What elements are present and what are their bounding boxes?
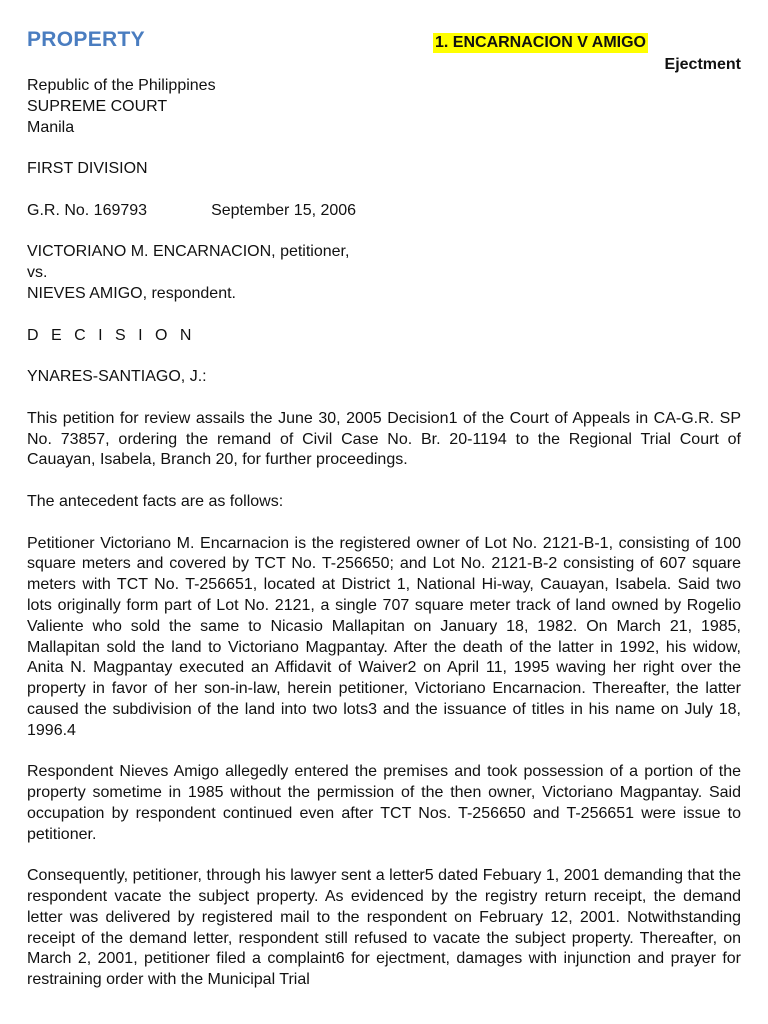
paragraph-occupation: Respondent Nieves Amigo allegedly entered the premises and took possession of a portion of the property sometime in 1985 without the permission of the then owner, Victoriano Magpantay. Said occupation by respondent continued even after TCT Nos. T-256650 and T-256651 were issue to petitioner.	[27, 763, 741, 843]
case-type-label: Ejectment	[664, 56, 741, 73]
document-body	[27, 76, 741, 991]
blank-line	[27, 742, 741, 763]
paragraph-antecedent: The antecedent facts are as follows:	[27, 492, 284, 510]
court-name-line: SUPREME COURT	[27, 97, 168, 115]
case-number-line	[27, 201, 741, 222]
ponente-line: YNARES-SANTIAGO, J.:	[27, 368, 207, 386]
versus-line: vs.	[27, 264, 48, 282]
blank-line	[27, 138, 741, 159]
case-title-highlight: 1. ENCARNACION V AMIGO	[435, 34, 646, 51]
document-page	[27, 0, 741, 991]
blank-line	[27, 222, 741, 243]
blank-line	[27, 180, 741, 201]
gr-number: G.R. No. 169793	[27, 201, 148, 219]
respondent-line: NIEVES AMIGO, respondent.	[27, 284, 236, 302]
republic-line: Republic of the Philippines	[27, 77, 216, 94]
paragraph-demand: Consequently, petitioner, through his lawyer sent a letter5 dated Febuary 1, 2001 demanding that the respondent vacate the subject property. As evidenced by the registry return receipt, the demand letter was delivered by registered mail to the respondent on February 12, 2001. Notwithstanding receipt of the demand letter, respondent still refused to vacate the subject property. Thereafter, on March 2, 2001, petitioner filed a complaint6 for ejectment, damages with injunction and prayer for restraining order with the Municipal Trial	[27, 867, 741, 989]
document-header	[27, 0, 741, 76]
decision-date: September 15, 2006	[211, 201, 357, 219]
blank-line	[27, 346, 741, 367]
blank-line	[27, 471, 741, 492]
decision-heading: D E C I S I O N	[27, 326, 196, 344]
subject-heading: PROPERTY	[27, 28, 145, 51]
petitioner-line: VICTORIANO M. ENCARNACION, petitioner,	[27, 243, 350, 261]
blank-line	[27, 845, 741, 866]
paragraph-ownership: Petitioner Victoriano M. Encarnacion is the registered owner of Lot No. 2121-B-1, consisting of 100 square meters and covered by TCT No. T-256650; and Lot No. 2121-B-2 consisting of 607 square meters with TCT No. T-256651, located at District 1, National Hi-way, Cauayan, Isabela. Said two lots originally form part of Lot No. 2121, a single 707 square meter track of land owned by Rogelio Valiente who sold the same to Nicasio Mallapitan on January 18, 1982. On March 21, 1985, Mallapitan sold the land to Victoriano Magpantay. After the death of the latter in 1992, his widow, Anita N. Magpantay executed an Affidavit of Waiver2 on April 11, 1995 waving her right over the property in favor of her son-in-law, herein petitioner, Victoriano Encarnacion. Thereafter, the latter caused the subdivision of the land into two lots3 and the issuance of titles in his name on July 18, 1996.4	[27, 534, 741, 739]
city-line: Manila	[27, 118, 75, 136]
blank-line	[27, 305, 741, 326]
blank-line	[27, 513, 741, 534]
blank-line	[27, 388, 741, 409]
division-line: FIRST DIVISION	[27, 160, 148, 178]
paragraph-petition: This petition for review assails the June 30, 2005 Decision1 of the Court of Appeals in CA-G.R. SP No. 73857, ordering the remand of Civil Case No. Br. 20-1194 to the Regional Trial Court of Cauayan, Isabela, Branch 20, for further proceedings.	[27, 409, 741, 469]
